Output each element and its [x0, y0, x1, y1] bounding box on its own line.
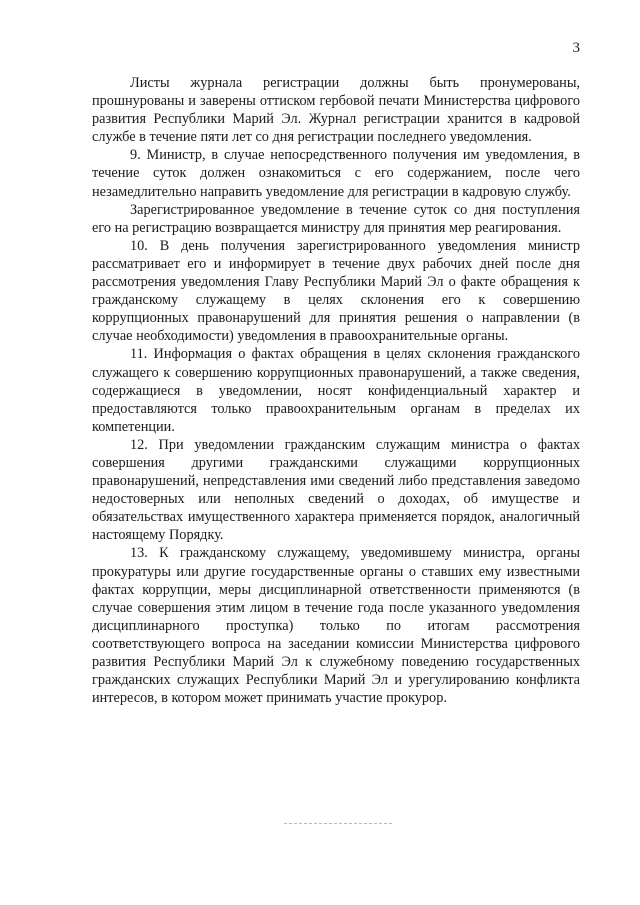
paragraph-registered-notice: Зарегистрированное уведомление в течение суток со дня поступления его на регистрацию возвращается министру для принятия мер реагирования. — [92, 201, 580, 236]
end-divider — [284, 823, 392, 824]
paragraph-item-9: 9. Министр, в случае непосредственного получения им уведомления, в течение суток должен ознакомиться с его содержанием, после чего незамедлительно направить уведомление для регистрации в кадровую службу. — [92, 147, 580, 200]
page-number: 3 — [572, 40, 580, 56]
document-body — [92, 74, 580, 707]
paragraph-item-10: 10. В день получения зарегистрированного уведомления министр рассматривает его и информирует в течение двух рабочих дней после дня рассмотрения уведомления Главу Республики Марий Эл о факте обращения к гражданскому служащему в целях склонения его к совершению коррупционных правонарушений для принятия решения о направлении (в случае необходимости) уведомления в правоохранительные органы. — [92, 237, 580, 345]
paragraph-journal-sheets: Листы журнала регистрации должны быть пронумерованы, прошнурованы и заверены оттиском гербовой печати Министерства цифрового развития Республики Марий Эл. Журнал регистрации хранится в кадровой службе в течение пяти лет со дня регистрации последнего уведомления. — [92, 75, 580, 146]
paragraph-item-11: 11. Информация о фактах обращения в целях склонения гражданского служащего к совершению коррупционных правонарушений, а также сведения, содержащиеся в уведомлении, носят конфиденциальный характер и предоставляются только правоохранительным органам в пределах их компетенции. — [92, 346, 580, 435]
paragraph-item-13: 13. К гражданскому служащему, уведомившему министра, органы прокуратуры или другие государственные органы о ставших ему известными фактах коррупции, меры дисциплинарной ответственности применяются (в случае совершения этим лицом в течение года после указанного уведомления дисциплинарного проступка) только по итогам рассмотрения соответствующего вопроса на заседании комиссии Министерства цифрового развития Республики Марий Эл к служебному поведению государственных гражданских служащих Республики Марий Эл и урегулированию конфликта интересов, в котором может принимать участие прокурор. — [92, 545, 580, 707]
paragraph-item-12: 12. При уведомлении гражданским служащим министра о фактах совершения другими гражданскими служащими коррупционных правонарушений, непредставления ими сведений либо представления заведомо недостоверных или неполных сведений о доходах, об имуществе и обязательствах имущественного характера применяется порядок, аналогичный настоящему Порядку. — [92, 436, 580, 544]
